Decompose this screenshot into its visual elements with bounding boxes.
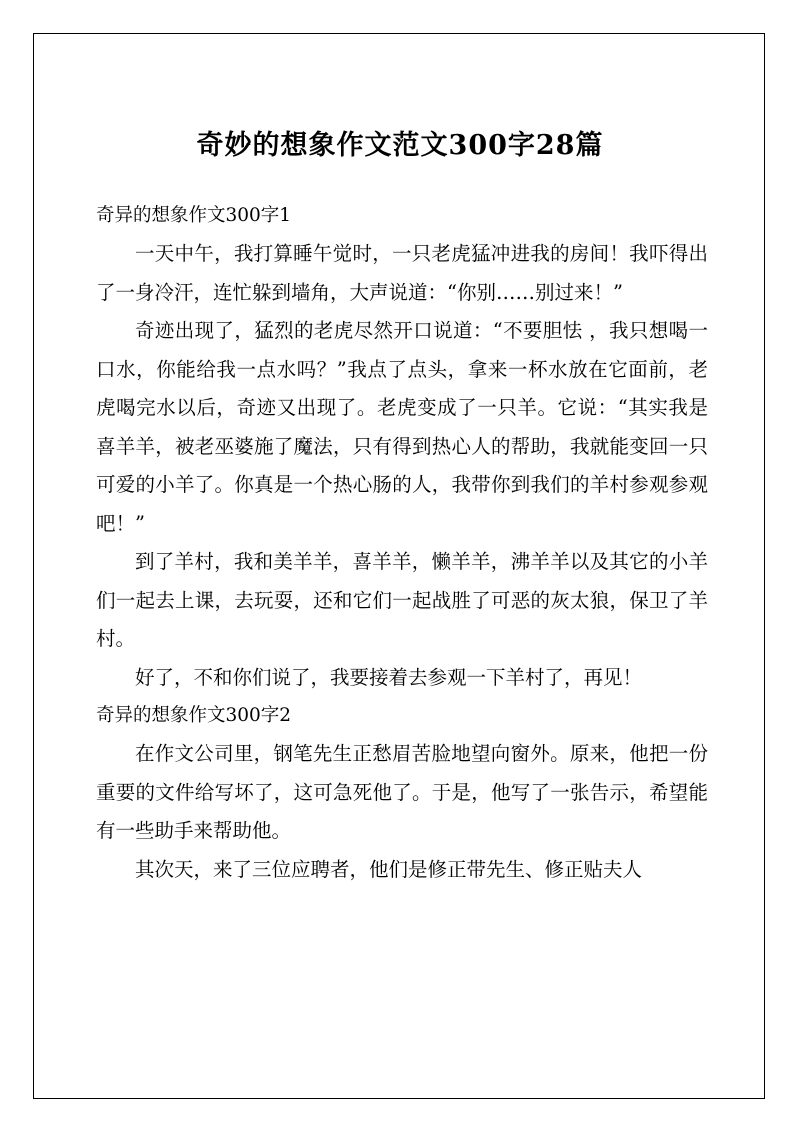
paragraph: 一天中午，我打算睡午觉时，一只老虎猛冲进我的房间！我吓得出了一身冷汗，连忙躲到墙角，大声说道：“你别……别过来！” [96, 242, 708, 304]
paragraph: 好了，不和你们说了，我要接着去参观一下羊村了，再见！ [135, 665, 643, 689]
section-heading-2: 奇异的想象作文300字2 [96, 705, 292, 726]
paragraph: 在作文公司里，钢笔先生正愁眉苦脸地望向窗外。原来，他把一份重要的文件给写坏了，这可急死他了。于是，他写了一张告示，希望能有一些助手来帮助他。 [96, 742, 708, 842]
document-title: 奇妙的想象作文范文300字28篇 [196, 130, 604, 161]
paragraph: 到了羊村，我和美羊羊，喜羊羊，懒羊羊，沸羊羊以及其它的小羊们一起去上课，去玩耍，还和它们一起战胜了可恶的灰太狼，保卫了羊村。 [96, 550, 708, 650]
paragraph: 奇迹出现了，猛烈的老虎尽然开口说道：“不要胆怯 ，我只想喝一口水，你能给我一点水吗？”我点了点头，拿来一杯水放在它面前，老虎喝完水以后，奇迹又出现了。老虎变成了一只羊。它说：“其实我是喜羊羊，被老巫婆施了魔法，只有得到热心人的帮助，我就能变回一只可爱的小羊了。你真是一个热心肠的人，我带你到我们的羊村参观参观吧！” [96, 319, 708, 535]
document-body [96, 197, 708, 889]
paragraph: 其次天，来了三位应聘者，他们是修正带先生、修正贴夫人 [135, 857, 643, 881]
section-heading-1: 奇异的想象作文300字1 [96, 205, 292, 226]
